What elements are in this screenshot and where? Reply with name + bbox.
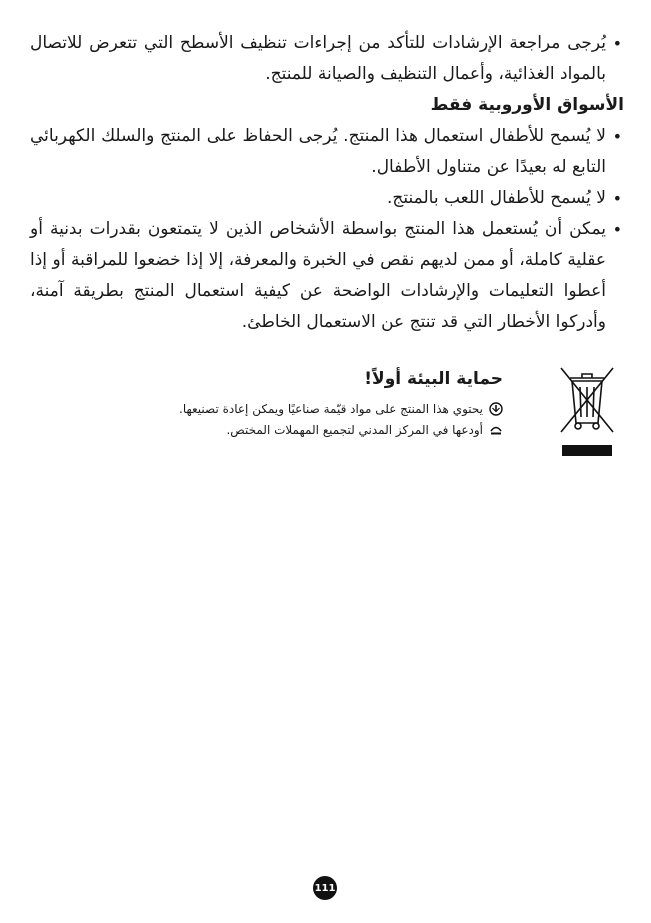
safety-text	[30, 28, 624, 338]
section-heading-eu: الأسواق الأوروبية فقط	[430, 95, 624, 115]
environment-line	[163, 401, 503, 417]
bullet-children-use: • لا يُسمح للأطفال استعمال هذا المنتج. يُرجى الحفاظ على المنتج والسلك الكهربائي التابع له بعيدًا عن متناول الأطفال.	[30, 121, 624, 183]
bullet-children-play: • لا يُسمح للأطفال اللعب بالمنتج.	[30, 183, 624, 214]
eu-bullet-list	[30, 121, 624, 338]
page-number: 111	[313, 876, 337, 900]
crossed-bin-icon	[558, 365, 616, 458]
environment-section	[170, 365, 620, 460]
bullet-reduced-capacity: • يمكن أن يُستعمل هذا المنتج بواسطة الأشخاص الذين لا يتمتعون بقدرات بدنية أو عقلية كاملة، أو ممن لديهم نقص في الخبرة والمعرفة، إلا إذا خضعوا للمراقبة أو إذا أعطوا التعليمات والإرشادات الواضحة عن كيفية استعمال المنتج بطريقة آمنة، وأدركوا الأخطار التي قد تنتج عن الاستعمال الخاطئ.	[30, 214, 624, 338]
environment-line-text: يحتوي هذا المنتج على مواد قيّمة صناعيًا ويمكن إعادة تصنيعها.	[179, 402, 483, 416]
collection-point-icon	[489, 423, 503, 437]
environment-line	[163, 422, 503, 438]
intro-bullet-list	[30, 28, 624, 90]
environment-title: حماية البيئة أولاً!	[364, 369, 503, 389]
environment-line-text: أودعها في المركز المدني لتجميع المهملات المختص.	[226, 423, 483, 437]
recycle-info-icon	[489, 402, 503, 416]
bullet-cleaning: • يُرجى مراجعة الإرشادات للتأكد من إجراءات تنظيف الأسطح التي تتعرض للاتصال بالمواد الغذائية، وأعمال التنظيف والصيانة للمنتج.	[30, 28, 624, 90]
